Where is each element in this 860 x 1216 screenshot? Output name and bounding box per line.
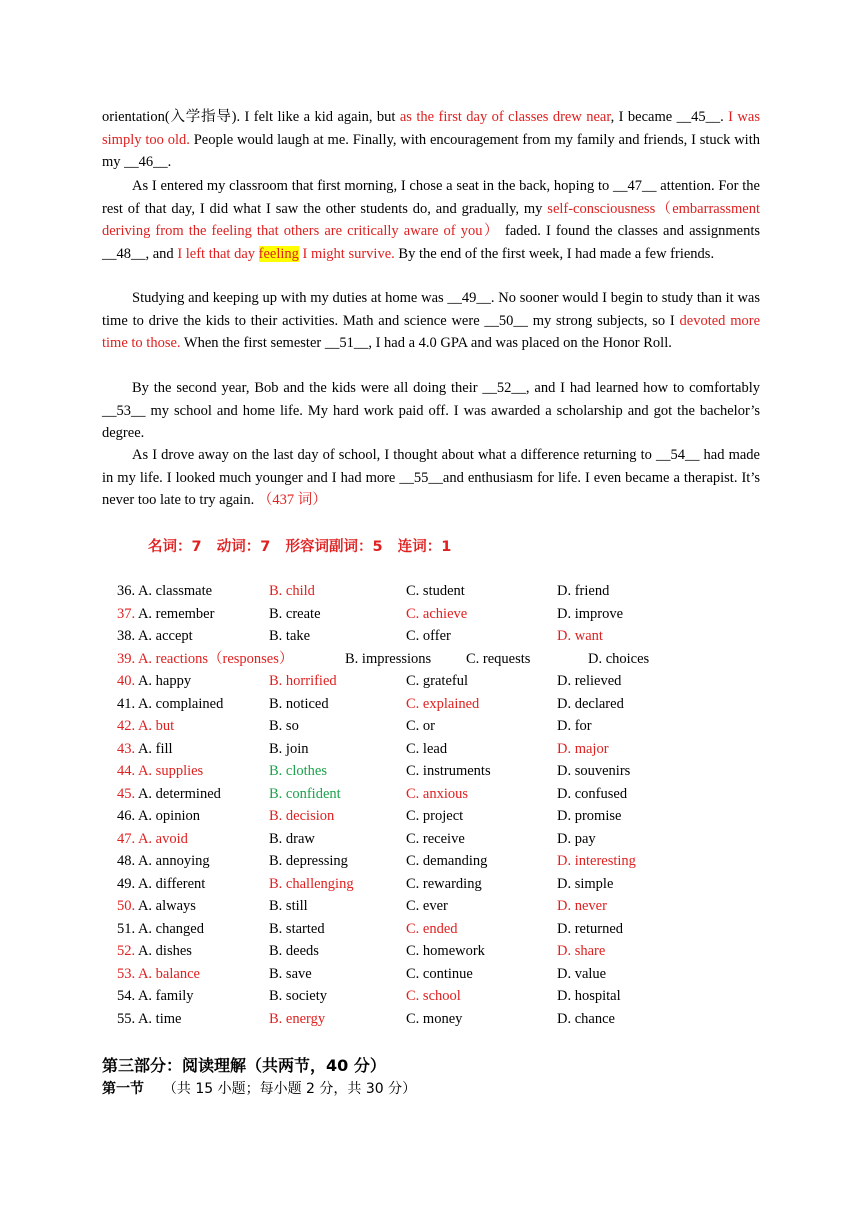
passage-paragraph-4 bbox=[102, 377, 760, 445]
subsection-heading bbox=[102, 1078, 416, 1098]
option-choice: D. chance bbox=[557, 1010, 615, 1027]
option-choice: B. draw bbox=[269, 830, 315, 847]
option-choice: D. value bbox=[557, 965, 607, 982]
question-options-row bbox=[117, 648, 757, 670]
option-choice: 41. A. complained bbox=[117, 695, 224, 712]
question-options-row bbox=[117, 580, 757, 602]
option-choice bbox=[117, 603, 214, 625]
option-choice: C. school bbox=[406, 988, 461, 1004]
question-options-row bbox=[117, 603, 757, 625]
option-choice: B. depressing bbox=[269, 853, 348, 869]
question-options-row bbox=[117, 625, 757, 647]
passage-text-segment: I was simply too old. bbox=[102, 109, 760, 148]
option-choice: B. deeds bbox=[269, 943, 319, 959]
option-choice: B. society bbox=[269, 988, 327, 1004]
option-choice: 48. A. annoying bbox=[117, 853, 210, 869]
question-number: 52. bbox=[117, 943, 136, 959]
passage-text-segment: By the second year, Bob and the kids were all doing their __52__, and I had learned how to comfortably __53__ my school and home life. My hard work paid off. I was awarded a scholarship and got the bachelor’s degree. bbox=[102, 380, 760, 441]
option-choice: 44. A. supplies bbox=[117, 763, 204, 779]
option-choice: D. choices bbox=[588, 650, 650, 667]
section-title: 第三部分：阅读理解（共两节，40 分） bbox=[102, 1056, 386, 1075]
option-choice: B. join bbox=[269, 740, 309, 757]
question-options-row bbox=[117, 738, 757, 760]
question-options-row bbox=[117, 805, 757, 827]
option-choice: C. continue bbox=[406, 965, 473, 982]
option-choice: D. simple bbox=[557, 875, 614, 892]
option-choice: D. relieved bbox=[557, 673, 622, 689]
question-options-row bbox=[117, 783, 757, 805]
option-choice: D. pay bbox=[557, 830, 596, 847]
passage-text-segment: , I became __45__. bbox=[610, 109, 729, 125]
passage-text-segment: （437 词） bbox=[257, 492, 327, 508]
question-options-row bbox=[117, 985, 757, 1007]
option-choice: D. improve bbox=[557, 605, 624, 622]
option-text: A. fill bbox=[135, 740, 173, 757]
option-choice: C. receive bbox=[406, 830, 465, 847]
option-choice: C. demanding bbox=[406, 853, 488, 869]
option-choice: D. souvenirs bbox=[557, 763, 631, 779]
passage-text-segment: When the first semester __51__, I had a 4.0 GPA and was placed on the Honor Roll. bbox=[180, 335, 672, 351]
passage-paragraph-1 bbox=[102, 106, 760, 174]
option-choice: C. money bbox=[406, 1010, 463, 1027]
question-number: 50. bbox=[117, 898, 136, 914]
passage-text-segment: Studying and keeping up with my duties at home was __49__. No sooner would I begin to study than it was time to drive the kids to their activities. Math and science were __50__ my strong subjects, so I bbox=[102, 290, 760, 329]
option-choice: B. impressions bbox=[345, 650, 432, 667]
option-choice: 54. A. family bbox=[117, 988, 194, 1004]
question-number: 40. bbox=[117, 673, 136, 689]
option-choice: C. ever bbox=[406, 898, 448, 914]
option-choice: B. child bbox=[269, 583, 315, 599]
option-choice: 39. A. reactions（responses） bbox=[117, 650, 294, 667]
option-choice: 47. A. avoid bbox=[117, 830, 188, 847]
question-options-row bbox=[117, 940, 757, 962]
option-choice: 55. A. time bbox=[117, 1010, 182, 1027]
option-choice: C. ended bbox=[406, 920, 458, 937]
question-options-row bbox=[117, 918, 757, 940]
passage-text-segment: feeling bbox=[258, 245, 299, 262]
option-choice bbox=[117, 895, 196, 917]
option-text: A. happy bbox=[135, 673, 192, 689]
option-choice bbox=[117, 783, 221, 805]
option-choice: D. returned bbox=[557, 920, 624, 937]
passage-text-segment: as the first day of classes drew near bbox=[399, 109, 611, 125]
option-choice: B. create bbox=[269, 605, 321, 622]
question-options-row bbox=[117, 828, 757, 850]
question-options-row bbox=[117, 895, 757, 917]
option-choice: C. offer bbox=[406, 628, 451, 644]
option-choice: 49. A. different bbox=[117, 875, 206, 892]
question-number: 45. bbox=[117, 785, 136, 802]
option-choice: B. decision bbox=[269, 808, 335, 824]
option-choice: D. want bbox=[557, 628, 603, 644]
option-choice bbox=[117, 940, 192, 962]
option-choice: 42. A. but bbox=[117, 718, 175, 734]
option-choice: C. anxious bbox=[406, 785, 469, 802]
passage-paragraph-2 bbox=[102, 175, 760, 265]
option-choice: C. instruments bbox=[406, 763, 491, 779]
subsection-description: （共 15 小题；每小题 2 分，共 30 分） bbox=[162, 1081, 417, 1097]
option-choice: C. student bbox=[406, 583, 465, 599]
question-options-row bbox=[117, 715, 757, 737]
option-choice: B. energy bbox=[269, 1010, 326, 1027]
passage-text-segment: By the end of the first week, I had made a few friends. bbox=[394, 245, 715, 262]
option-choice: B. so bbox=[269, 718, 299, 734]
question-options-row bbox=[117, 670, 757, 692]
option-choice: 36. A. classmate bbox=[117, 583, 213, 599]
option-choice: C. or bbox=[406, 718, 435, 734]
passage-text-segment: self-consciousness（embarrassment deriving from the feeling that others are critically aware of you） bbox=[102, 200, 760, 239]
option-text: A. dishes bbox=[135, 943, 192, 959]
question-options-row bbox=[117, 850, 757, 872]
question-options-row bbox=[117, 760, 757, 782]
question-options-row bbox=[117, 963, 757, 985]
option-choice: B. noticed bbox=[269, 695, 329, 712]
option-choice: B. started bbox=[269, 920, 325, 937]
option-choice: C. homework bbox=[406, 943, 485, 959]
subsection-label: 第一节 bbox=[102, 1081, 144, 1097]
passage-paragraph-3 bbox=[102, 287, 760, 355]
option-choice: D. friend bbox=[557, 583, 610, 599]
option-choice: D. share bbox=[557, 943, 606, 959]
passage-text-segment: People would laugh at me. Finally, with encouragement from my family and friends, I stuck with my __46__. bbox=[102, 131, 760, 170]
option-choice: D. major bbox=[557, 740, 609, 757]
question-options-row bbox=[117, 1008, 757, 1030]
option-choice: D. promise bbox=[557, 808, 622, 824]
option-choice: D. declared bbox=[557, 695, 624, 712]
passage-text-segment: I might survive. bbox=[298, 245, 395, 262]
option-choice: C. project bbox=[406, 808, 464, 824]
option-choice: C. requests bbox=[466, 650, 531, 667]
option-choice: D. interesting bbox=[557, 853, 636, 869]
option-choice: D. hospital bbox=[557, 988, 621, 1004]
option-choice: D. confused bbox=[557, 785, 628, 802]
question-options-row bbox=[117, 873, 757, 895]
question-number: 43. bbox=[117, 740, 136, 757]
passage-text-segment: devoted more time to those. bbox=[102, 312, 761, 351]
passage-text-segment: As I drove away on the last day of school, I thought about what a difference returning to __54__ had made in my life. I looked much younger and I had more __55__and enthusiasm for life. I even became a therapist. It’s never too late to try again. bbox=[102, 447, 760, 508]
option-choice: C. lead bbox=[406, 740, 448, 757]
option-choice: 46. A. opinion bbox=[117, 808, 200, 824]
option-choice: B. horrified bbox=[269, 673, 337, 689]
option-choice: B. save bbox=[269, 965, 312, 982]
option-text: A. remember bbox=[135, 605, 215, 622]
option-choice: B. challenging bbox=[269, 875, 354, 892]
passage-text-segment: faded. I found the classes and assignments __48__, and bbox=[102, 223, 760, 262]
option-choice: 51. A. changed bbox=[117, 920, 204, 937]
passage-text-segment: orientation(入学指导). I felt like a kid again, but bbox=[102, 109, 400, 125]
option-choice: B. clothes bbox=[269, 763, 327, 779]
option-choice: B. confident bbox=[269, 785, 341, 802]
option-choice: C. achieve bbox=[406, 605, 468, 622]
passage-paragraph-5 bbox=[102, 444, 760, 512]
passage-text-segment: As I entered my classroom that first morning, I chose a seat in the back, hoping to __47__ attention. For the rest of that day, I did what I saw the other students do, and gradually, my bbox=[102, 178, 760, 217]
option-choice: 38. A. accept bbox=[117, 628, 193, 644]
question-options-row bbox=[117, 693, 757, 715]
passage-text-segment: I left that day bbox=[177, 245, 259, 262]
option-choice: C. explained bbox=[406, 695, 480, 712]
option-choice: B. take bbox=[269, 628, 311, 644]
word-type-counts: 名词：7 动词：7 形容词副词：5 连词：1 bbox=[148, 539, 452, 555]
option-choice: D. never bbox=[557, 898, 607, 914]
option-choice: C. grateful bbox=[406, 673, 469, 689]
option-choice: B. still bbox=[269, 898, 308, 914]
option-choice: 53. A. balance bbox=[117, 965, 200, 982]
option-text: A. determined bbox=[135, 785, 221, 802]
option-choice bbox=[117, 670, 191, 692]
option-choice: C. rewarding bbox=[406, 875, 482, 892]
option-choice bbox=[117, 738, 173, 760]
question-number: 37. bbox=[117, 605, 136, 622]
option-text: A. always bbox=[135, 898, 196, 914]
option-choice: D. for bbox=[557, 718, 592, 734]
